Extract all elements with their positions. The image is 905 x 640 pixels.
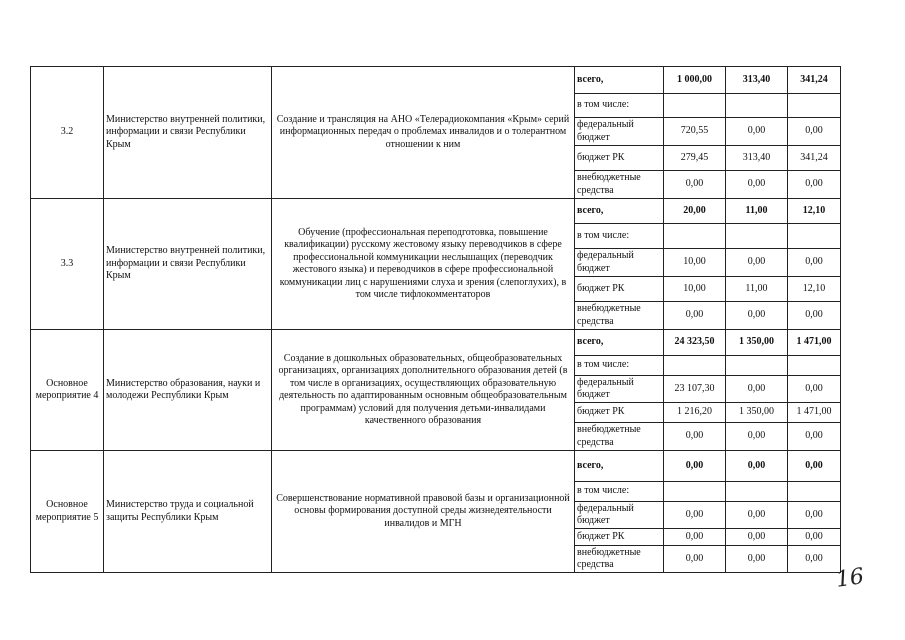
responsible-organization: Министерство внутренней политики, информации и связи Республики Крым (104, 199, 272, 330)
amount-cell: 12,10 (788, 277, 841, 302)
funding-source: внебюджетные средства (575, 302, 664, 330)
amount-cell: 0,00 (664, 451, 726, 482)
amount-cell (788, 94, 841, 118)
funding-source: внебюджетные средства (575, 171, 664, 199)
amount-cell: 0,00 (664, 423, 726, 451)
funding-source: бюджет РК (575, 146, 664, 171)
amount-cell: 0,00 (726, 171, 788, 199)
amount-cell: 1 000,00 (664, 67, 726, 94)
table-row (31, 330, 841, 356)
amount-cell: 0,00 (788, 302, 841, 330)
activity-description: Обучение (профессиональная переподготовка, повышение квалификации) русскому жестовому языку переводчиков в сфере профессиональной коммуникации неслышащих (переводчик жестового языка) и переводчиков в сфере профессиональной коммуникации лиц с нарушениями слуха и зрения (слепоглухих), в том числе тифлокомментаторов (272, 199, 575, 330)
page-number: 16 (834, 564, 866, 593)
amount-cell: 0,00 (788, 249, 841, 277)
amount-cell: 0,00 (788, 451, 841, 482)
item-number: 3.2 (31, 67, 104, 199)
amount-cell: 24 323,50 (664, 330, 726, 356)
amount-cell: 11,00 (726, 199, 788, 224)
funding-source: федеральный бюджет (575, 502, 664, 529)
item-number: Основное мероприятие 4 (31, 330, 104, 451)
amount-cell (664, 482, 726, 502)
amount-cell: 1 471,00 (788, 403, 841, 423)
amount-cell: 12,10 (788, 199, 841, 224)
responsible-organization: Министерство труда и социальной защиты Республики Крым (104, 451, 272, 573)
funding-source: всего, (575, 67, 664, 94)
funding-source: внебюджетные средства (575, 546, 664, 573)
amount-cell: 0,00 (788, 376, 841, 403)
funding-source: в том числе: (575, 482, 664, 502)
amount-cell: 279,45 (664, 146, 726, 171)
amount-cell (664, 224, 726, 249)
amount-cell: 341,24 (788, 67, 841, 94)
amount-cell: 313,40 (726, 146, 788, 171)
amount-cell: 1 350,00 (726, 330, 788, 356)
funding-source: всего, (575, 199, 664, 224)
amount-cell: 0,00 (788, 502, 841, 529)
table-row (31, 199, 841, 224)
amount-cell (788, 482, 841, 502)
responsible-organization: Министерство образования, науки и молодежи Республики Крым (104, 330, 272, 451)
amount-cell (788, 224, 841, 249)
amount-cell: 1 216,20 (664, 403, 726, 423)
funding-source: бюджет РК (575, 529, 664, 546)
amount-cell: 0,00 (726, 451, 788, 482)
amount-cell: 10,00 (664, 277, 726, 302)
amount-cell (726, 356, 788, 376)
amount-cell: 1 471,00 (788, 330, 841, 356)
funding-source: всего, (575, 451, 664, 482)
funding-source: федеральный бюджет (575, 118, 664, 146)
amount-cell: 0,00 (726, 502, 788, 529)
activity-description: Совершенствование нормативной правовой базы и организационной основы формирования доступной среды жизнедеятельности инвалидов и МГН (272, 451, 575, 573)
funding-source: всего, (575, 330, 664, 356)
amount-cell (726, 482, 788, 502)
amount-cell: 0,00 (726, 302, 788, 330)
funding-source: бюджет РК (575, 277, 664, 302)
funding-source: внебюджетные средства (575, 423, 664, 451)
amount-cell: 0,00 (726, 249, 788, 277)
amount-cell: 0,00 (788, 546, 841, 573)
item-number: 3.3 (31, 199, 104, 330)
amount-cell: 0,00 (788, 529, 841, 546)
table-row (31, 67, 841, 94)
amount-cell (726, 94, 788, 118)
amount-cell: 0,00 (726, 376, 788, 403)
funding-source: федеральный бюджет (575, 376, 664, 403)
amount-cell: 0,00 (726, 546, 788, 573)
amount-cell: 0,00 (726, 118, 788, 146)
amount-cell: 0,00 (726, 529, 788, 546)
amount-cell: 313,40 (726, 67, 788, 94)
amount-cell: 10,00 (664, 249, 726, 277)
funding-source: федеральный бюджет (575, 249, 664, 277)
amount-cell: 0,00 (664, 502, 726, 529)
amount-cell: 11,00 (726, 277, 788, 302)
amount-cell: 20,00 (664, 199, 726, 224)
amount-cell: 0,00 (726, 423, 788, 451)
amount-cell (664, 356, 726, 376)
funding-source: бюджет РК (575, 403, 664, 423)
amount-cell: 0,00 (664, 546, 726, 573)
amount-cell: 0,00 (788, 423, 841, 451)
activity-description: Создание и трансляция на АНО «Телерадиокомпания «Крым» серий информационных передач о проблемах инвалидов и о толерантном отношении к ним (272, 67, 575, 199)
activity-description: Создание в дошкольных образовательных, общеобразовательных организациях, организациях дополнительного образования детей (в том числе в организациях, осуществляющих образовательную деятельность по адаптированным основным общеобразовательным программам) условий для получения детьми-инвалидами качественного образования (272, 330, 575, 451)
amount-cell: 720,55 (664, 118, 726, 146)
amount-cell: 0,00 (788, 118, 841, 146)
amount-cell: 23 107,30 (664, 376, 726, 403)
amount-cell (788, 356, 841, 376)
table-row (31, 451, 841, 482)
amount-cell: 0,00 (664, 302, 726, 330)
amount-cell: 0,00 (664, 171, 726, 199)
funding-source: в том числе: (575, 224, 664, 249)
amount-cell: 1 350,00 (726, 403, 788, 423)
item-number: Основное мероприятие 5 (31, 451, 104, 573)
amount-cell: 341,24 (788, 146, 841, 171)
funding-source: в том числе: (575, 94, 664, 118)
responsible-organization: Министерство внутренней политики, информации и связи Республики Крым (104, 67, 272, 199)
amount-cell: 0,00 (788, 171, 841, 199)
amount-cell (726, 224, 788, 249)
amount-cell: 0,00 (664, 529, 726, 546)
budget-table (30, 66, 841, 573)
funding-source: в том числе: (575, 356, 664, 376)
amount-cell (664, 94, 726, 118)
